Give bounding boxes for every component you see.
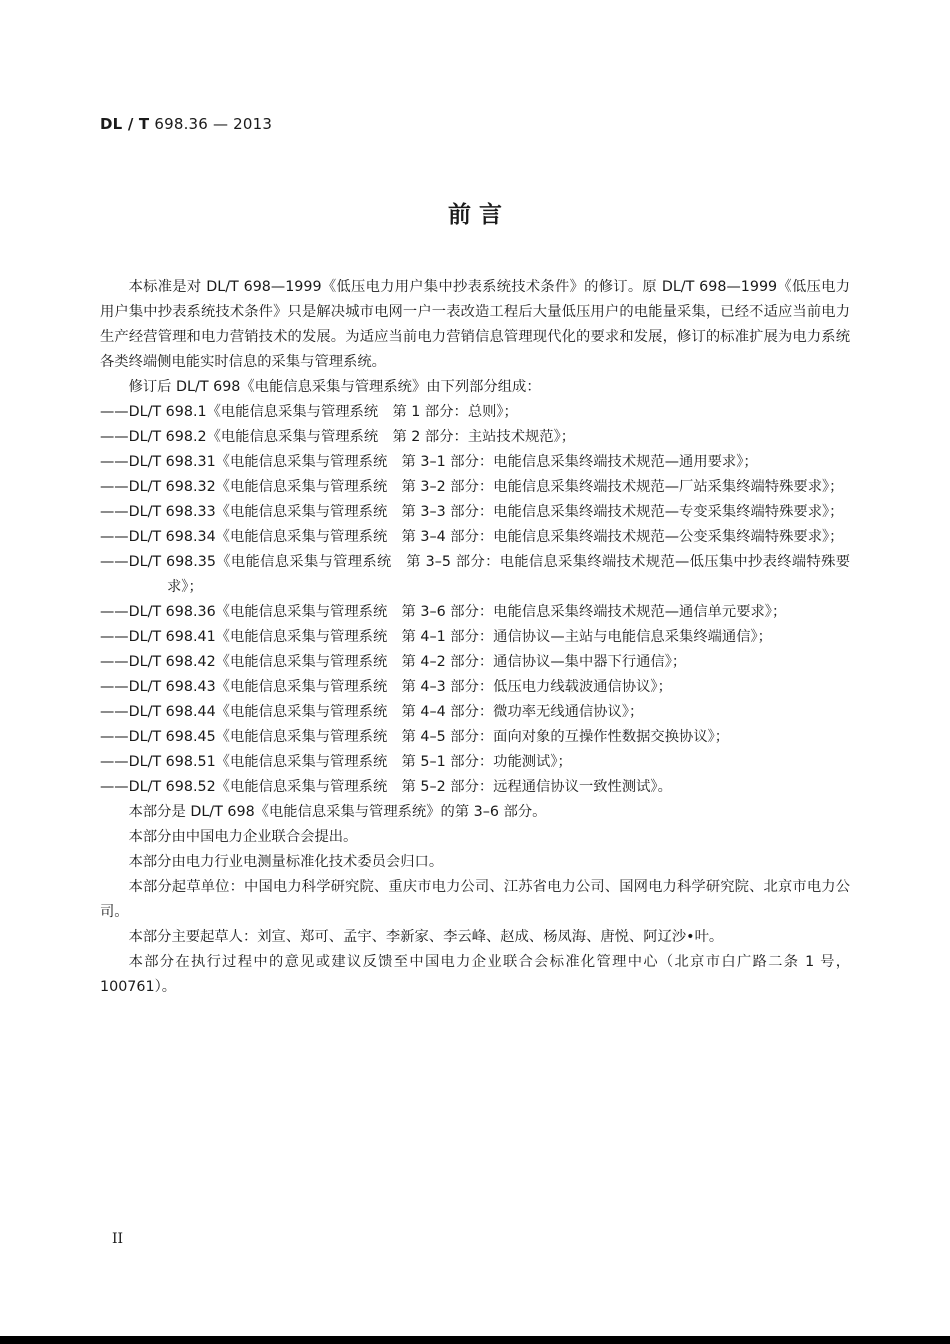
document-code	[100, 115, 272, 133]
bottom-border	[0, 1336, 950, 1344]
parts-list-item: ——DL/T 698.1《电能信息采集与管理系统 第 1 部分：总则》；	[100, 404, 518, 420]
closing-paragraph: 本部分在执行过程中的意见或建议反馈至中国电力企业联合会标准化管理中心（北京市白广路二条 1 号，100761）。	[100, 954, 850, 995]
closing-paragraph: 本部分是 DL/T 698《电能信息采集与管理系统》的第 3–6 部分。	[128, 804, 547, 820]
parts-list-item: ——DL/T 698.44《电能信息采集与管理系统 第 4–4 部分：微功率无线通信协议》；	[100, 704, 644, 720]
closing-paragraph: 本部分起草单位：中国电力科学研究院、重庆市电力公司、江苏省电力公司、国网电力科学研究院、北京市电力公司。	[100, 879, 850, 920]
parts-list-item: ——DL/T 698.33《电能信息采集与管理系统 第 3–3 部分：电能信息采集终端技术规范—专变采集终端特殊要求》；	[100, 504, 844, 520]
parts-list-item: ——DL/T 698.35《电能信息采集与管理系统 第 3–5 部分：电能信息采集终端技术规范—低压集中抄表终端特殊要求》；	[100, 554, 850, 595]
parts-list-item: ——DL/T 698.43《电能信息采集与管理系统 第 4–3 部分：低压电力线载波通信协议》；	[100, 679, 672, 695]
intro-paragraph: 修订后 DL/T 698《电能信息采集与管理系统》由下列部分组成：	[128, 379, 541, 395]
foreword-body	[100, 275, 850, 1000]
document-code-number: 698.36 — 2013	[149, 115, 273, 133]
closing-paragraph: 本部分由中国电力企业联合会提出。	[128, 829, 358, 845]
parts-list-item: ——DL/T 698.31《电能信息采集与管理系统 第 3–1 部分：电能信息采集终端技术规范—通用要求》；	[100, 454, 758, 470]
closing-paragraph: 本部分由电力行业电测量标准化技术委员会归口。	[128, 854, 444, 870]
page-number: II	[112, 1231, 124, 1247]
closing-paragraph: 本部分主要起草人：刘宣、郑可、孟宇、李新家、李云峰、赵成、杨凤海、唐悦、阿辽沙•叶。	[128, 929, 724, 945]
parts-list-item: ——DL/T 698.51《电能信息采集与管理系统 第 5–1 部分：功能测试》；	[100, 754, 572, 770]
parts-list-item: ——DL/T 698.2《电能信息采集与管理系统 第 2 部分：主站技术规范》；	[100, 429, 576, 445]
parts-list-item: ——DL/T 698.42《电能信息采集与管理系统 第 4–2 部分：通信协议—集中器下行通信》；	[100, 654, 687, 670]
parts-list-item: ——DL/T 698.34《电能信息采集与管理系统 第 3–4 部分：电能信息采集终端技术规范—公变采集终端特殊要求》；	[100, 529, 844, 545]
parts-list-item: ——DL/T 698.52《电能信息采集与管理系统 第 5–2 部分：远程通信协议一致性测试》。	[100, 779, 672, 795]
parts-list-item: ——DL/T 698.36《电能信息采集与管理系统 第 3–6 部分：电能信息采集终端技术规范—通信单元要求》；	[100, 604, 787, 620]
intro-paragraph: 本标准是对 DL/T 698—1999《低压电力用户集中抄表系统技术条件》的修订。原 DL/T 698—1999《低压电力用户集中抄表系统技术条件》只是解决城市电网一户一表改造工程后大量低压用户的电能量采集，已经不适应当前电力生产经营管理和电力营销技术的发展。为适应当前电力营销信息管理现代化的要求和发展，修订的标准扩展为电力系统各类终端侧电能实时信息的采集与管理系统。	[100, 279, 850, 370]
parts-list-item: ——DL/T 698.45《电能信息采集与管理系统 第 4–5 部分：面向对象的互操作性数据交换协议》；	[100, 729, 730, 745]
parts-list-item: ——DL/T 698.32《电能信息采集与管理系统 第 3–2 部分：电能信息采集终端技术规范—厂站采集终端特殊要求》；	[100, 479, 844, 495]
document-code-prefix: DL / T	[100, 115, 150, 133]
page-title: 前 言	[447, 202, 502, 228]
parts-list-item: ——DL/T 698.41《电能信息采集与管理系统 第 4–1 部分：通信协议—主站与电能信息采集终端通信》；	[100, 629, 772, 645]
